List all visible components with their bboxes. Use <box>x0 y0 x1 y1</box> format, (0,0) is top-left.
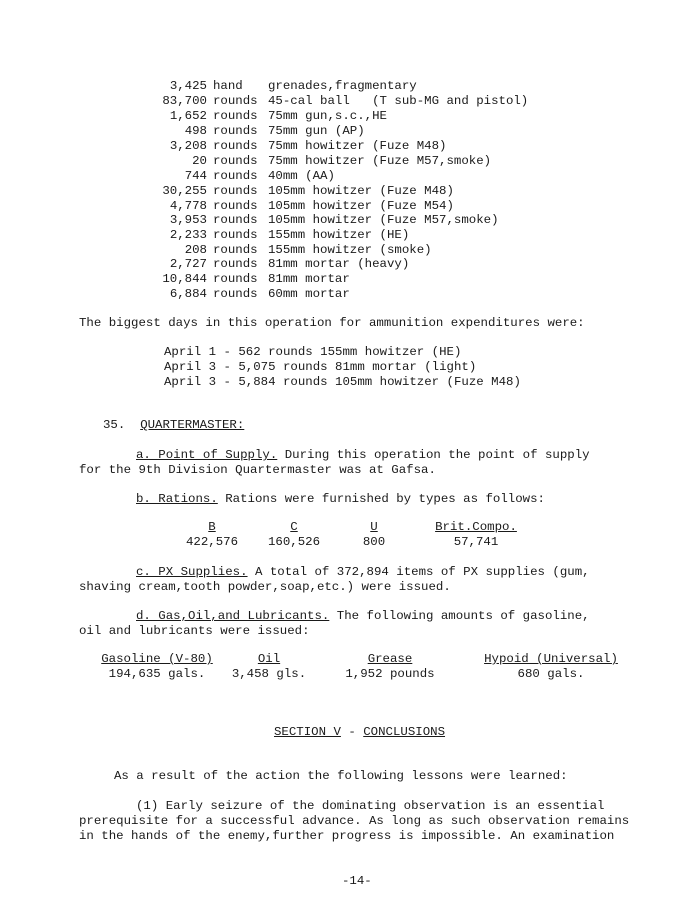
ammo-row: 6,884 rounds 60mm mortar <box>169 287 350 301</box>
ammo-row: 2,233 rounds 155mm howitzer (HE) <box>169 228 410 242</box>
fuel-oil: Oil 3,458 gls. <box>231 652 307 681</box>
qm-rations: b. Rations. Rations were furnished by types as follows: <box>136 492 545 506</box>
ammo-row: 3,425 hand grenades,fragmentary <box>169 79 417 93</box>
lesson-1-line-3: in the hands of the enemy,further progress is impossible. An examination <box>79 829 615 843</box>
lesson-1-line-2: prerequisite for a successful advance. As long as such observation remains <box>79 814 630 828</box>
ammo-row: 4,778 rounds 105mm howitzer (Fuze M54) <box>169 199 454 213</box>
ammo-row: 30,255 rounds 105mm howitzer (Fuze M48) <box>162 184 454 198</box>
biggest-days-intro: The biggest days in this operation for ammunition expenditures were: <box>79 316 585 330</box>
ammo-row: 3,953 rounds 105mm howitzer (Fuze M57,smoke) <box>169 213 499 227</box>
ammo-row: 744 rounds 40mm (AA) <box>184 169 335 183</box>
ration-u: U 800 <box>362 520 386 549</box>
section-heading: SECTION V - CONCLUSIONS <box>274 725 446 739</box>
ammo-row: 208 rounds 155mm howitzer (smoke) <box>184 243 432 257</box>
qm-gas-oil-cont: oil and lubricants were issued: <box>79 624 310 638</box>
quartermaster-heading: 35. QUARTERMASTER: <box>103 418 245 432</box>
conclusions-intro: As a result of the action the following lessons were learned: <box>114 769 568 783</box>
ammo-row: 498 rounds 75mm gun (AP) <box>184 124 365 138</box>
page-number: -14- <box>342 874 372 888</box>
qm-px-supplies: c. PX Supplies. A total of 372,894 items of PX supplies (gum, <box>136 565 590 579</box>
ration-c: C 160,526 <box>267 520 321 549</box>
lesson-1-line-1: (1) Early seizure of the dominating observation is an essential <box>136 799 605 813</box>
ammo-row: 10,844 rounds 81mm mortar <box>162 272 350 286</box>
ammo-row: 20 rounds 75mm howitzer (Fuze M57,smoke) <box>192 154 492 168</box>
fuel-gasoline: Gasoline (V-80) 194,635 gals. <box>101 652 213 681</box>
qm-point-of-supply: a. Point of Supply. During this operation the point of supply <box>136 448 590 462</box>
ammo-row: 2,727 rounds 81mm mortar (heavy) <box>169 257 410 271</box>
fuel-grease: Grease 1,952 pounds <box>345 652 435 681</box>
biggest-day-item: April 1 - 562 rounds 155mm howitzer (HE) <box>164 345 462 359</box>
ration-brit-compo: Brit.Compo. 57,741 <box>435 520 517 549</box>
qm-point-of-supply-cont: for the 9th Division Quartermaster was at Gafsa. <box>79 463 436 477</box>
ammo-row: 1,652 rounds 75mm gun,s.c.,HE <box>169 109 387 123</box>
biggest-day-item: April 3 - 5,884 rounds 105mm howitzer (Fuze M48) <box>164 375 521 389</box>
ammo-row: 83,700 rounds 45-cal ball (T sub-MG and pistol) <box>162 94 529 108</box>
qm-gas-oil: d. Gas,Oil,and Lubricants. The following amounts of gasoline, <box>136 609 590 623</box>
ammo-row: 3,208 rounds 75mm howitzer (Fuze M48) <box>169 139 447 153</box>
qm-px-supplies-cont: shaving cream,tooth powder,soap,etc.) were issued. <box>79 580 451 594</box>
ration-b: B 422,576 <box>185 520 239 549</box>
biggest-day-item: April 3 - 5,075 rounds 81mm mortar (light) <box>164 360 477 374</box>
fuel-hypoid: Hypoid (Universal) 680 gals. <box>484 652 618 681</box>
